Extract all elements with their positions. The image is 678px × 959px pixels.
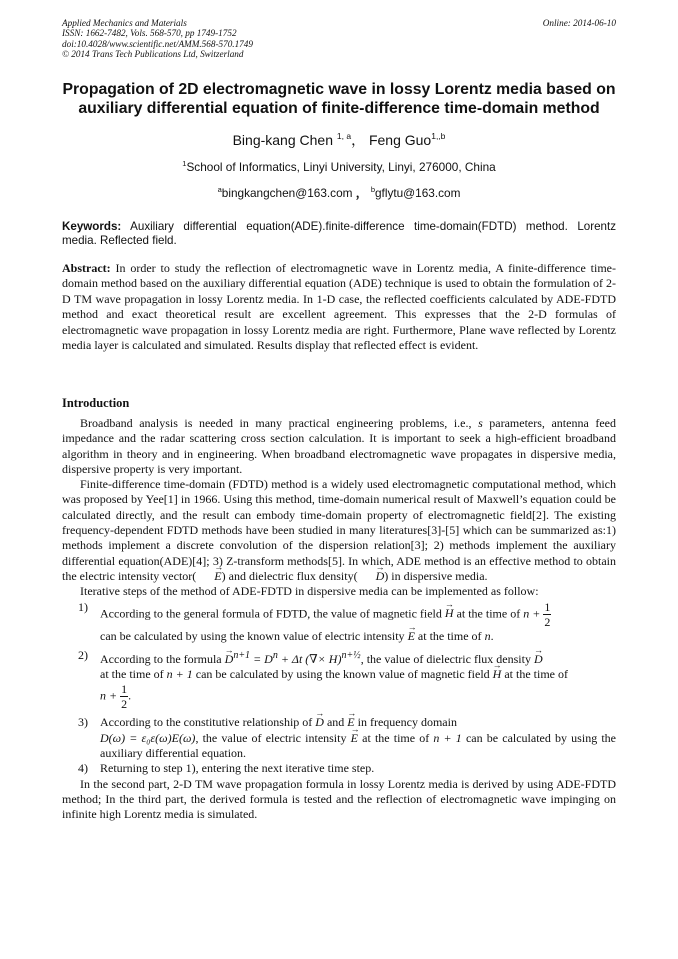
step-item — [62, 761, 616, 776]
math-symbol: n + — [100, 688, 118, 703]
step-text-part: can be calculated by using the known value of electric intensity — [100, 628, 408, 643]
step-text-part: at the time of — [414, 628, 485, 643]
vector-symbol: → E — [347, 715, 354, 730]
abstract — [62, 261, 616, 353]
step-text — [100, 600, 616, 644]
paragraph — [62, 777, 616, 823]
affiliation-superscript: 1 — [182, 159, 187, 168]
step-text-part: , the value of dielectric flux density — [360, 651, 534, 666]
step-number: 4) — [78, 761, 88, 776]
step-text — [100, 761, 616, 776]
paragraph-text: Iterative steps of the method of ADE-FDTD in dispersive media can be implemented as follow: — [80, 584, 539, 599]
vector-symbol: → D — [225, 652, 234, 667]
keywords — [62, 220, 616, 247]
step-number: 1) — [78, 599, 88, 614]
fraction-denominator: 2 — [121, 697, 128, 712]
step-item — [62, 600, 616, 644]
vector-symbol: → E — [351, 731, 358, 746]
issn-line: ISSN: 1662-7482, Vols. 568-570, pp 1749-1752 — [62, 28, 237, 39]
paragraph-text: parameters, antenna feed impedance and the radar scattering cross section calculation. It is important to seek a high-efficient broadband algorithm in theory and in engineering. When broadband electromagnetic wave propagates in dispersive media, dispersive property is very important. — [62, 416, 616, 476]
vector-symbol: → D — [534, 652, 543, 667]
math-symbol: s — [478, 416, 483, 430]
email-separator: ， — [352, 186, 371, 200]
fraction-numerator: 1 — [121, 682, 128, 697]
fraction-numerator: 1 — [544, 599, 551, 614]
abstract-label: Abstract: — [62, 261, 111, 275]
math-term: + Δt (∇× H) — [277, 651, 342, 666]
step-text-part: According to the general formula of FDTD, the value of magnetic field — [100, 605, 445, 620]
author-emails — [0, 184, 678, 201]
step-text-part: at the time of — [501, 667, 568, 682]
vector-symbol: → H — [493, 667, 502, 682]
step-text: According to the formula → $D^{n+1} = D^n + \Delta t$ (∇× H)$^{n+\frac{1}{2}}$, the value of dielectric flux density → D at the time of n + 1 can be calculated by using the known value of magnetic field → H at the time of n + $\frac{1}{2}$ . — [100, 648, 616, 712]
doi-line: doi:10.4028/www.scientific.net/AMM.568-570.1749 — [62, 38, 253, 49]
paragraph-text: In the second part, 2-D TM wave propagation formula in lossy Lorentz media is derived by using ADE-FDTD method; In the third part, the derived formula is tested and the reflection of electromagnetic wave impinging on infinite high Lorentz media is simulated. — [62, 776, 616, 822]
step-item — [62, 715, 616, 761]
math-superscript: n+½ — [341, 649, 361, 661]
paragraph — [62, 584, 616, 599]
email-a[interactable]: bingkangchen@163.com — [221, 186, 353, 200]
step-text-part: can be calculated by using the auxiliary differential equation. — [100, 730, 617, 761]
author-superscript: 1, a — [336, 131, 352, 141]
math-symbol: n + 1 — [166, 667, 193, 682]
step-text-part: can be calculated by using the known value of magnetic field — [192, 667, 493, 682]
author-separator: ， — [351, 132, 366, 148]
journal-name: Applied Mechanics and Materials — [62, 18, 187, 28]
vector-symbol: → D — [358, 569, 385, 584]
step-text-part: at the time of — [100, 667, 167, 682]
author-list — [0, 130, 678, 150]
step-number: 3) — [78, 715, 88, 730]
paper-title: Propagation of 2D electromagnetic wave in lossy Lorentz media based on auxiliary differential equation of finite-difference time-domain method — [62, 81, 616, 117]
paragraph-text: ) in dispersive media. — [384, 568, 488, 583]
online-date: Online: 2014-06-10 — [542, 18, 616, 28]
abstract-text: In order to study the reflection of electromagnetic wave in Lorentz media, A finite-difference time-domain method based on the auxiliary differential equation (ADE) technique is used to obtain the formulation of 2-D TM wave propagation in lossy Lorentz media. In 1-D case, the reflected coefficients calculated by ADE-FDTD method and exact theoretical result are excellent agreement. This expresses that the 2-D formulas of electromagnetic wave propagation in lossy Lorentz media are right. Furthermore, Plane wave reflected by Lorentz media layer is calculated and simulated. Results display that reflected effect is evident. — [62, 261, 616, 353]
step-text-part: Returning to step 1), entering the next iterative time step. — [100, 761, 375, 776]
author-superscript: 1,,b — [431, 131, 446, 141]
math-symbol: n — [484, 628, 491, 643]
paragraph-text: Broadband analysis is needed in many practical engineering problems, i.e., — [80, 416, 479, 430]
fraction-half — [120, 682, 128, 711]
fraction-half — [543, 600, 551, 629]
step-item — [62, 648, 616, 712]
section-heading: Introduction — [62, 396, 130, 410]
math-superscript: n+1 — [233, 649, 251, 661]
paragraph — [62, 477, 616, 584]
step-text-part: at the time of — [453, 605, 524, 620]
math-symbol: n + 1 — [433, 730, 462, 745]
step-text-part: at the time of — [357, 730, 434, 745]
step-number: 2) — [78, 647, 88, 662]
paragraph — [62, 416, 616, 477]
author-name: Feng Guo — [368, 132, 432, 148]
vector-symbol: → E — [408, 629, 415, 644]
math-superscript: n — [272, 649, 278, 661]
vector-symbol: → D — [315, 715, 324, 730]
vector-symbol: → H — [445, 606, 454, 621]
author-name: Bing-kang Chen — [232, 132, 333, 148]
introduction-body — [62, 416, 616, 823]
step-text-part: According to the formula — [100, 651, 225, 666]
paragraph-text: Finite-difference time-domain (FDTD) method is a widely used electromagnetic computational method, which was proposed by Yee[1] in 1966. Using this method, time-domain numerical result of Maxwell’s equation could be calculated directly, and the result can embody time-domain property of electromagnetic field[2]. The existing frequency-dependent FDTD methods have been studied in many literatures[3]-[5] which can be summarized as:1) methods implement a discrete convolution of the dispersion relation[3]; 2) methods implement the auxiliary differential equation(ADE)[4]; 3) Z-transform methods[5]. In which, ADE method is an effective method to obtain the electric intensity vector( — [62, 477, 616, 583]
fraction-denominator: 2 — [544, 614, 551, 629]
affiliation-text: School of Informatics, Linyi University, Linyi, 276000, China — [186, 160, 496, 174]
step-text — [100, 715, 616, 761]
affiliation — [0, 159, 678, 174]
journal-header — [62, 18, 616, 60]
step-text-part: . — [490, 628, 494, 643]
math-term: = D — [250, 651, 273, 666]
email-superscript: b — [370, 185, 375, 194]
copyright-line: © 2014 Trans Tech Publications Ltd, Switzerland — [62, 49, 244, 60]
step-text-part: , the value of electric intensity — [195, 730, 351, 745]
formula-dflux — [224, 649, 361, 666]
step-text-part: in frequency domain — [354, 715, 457, 730]
email-b[interactable]: gflytu@163.com — [374, 186, 461, 200]
email-superscript: a — [217, 185, 222, 194]
keywords-text: Auxiliary differential equation(ADE).finite-difference time-domain(FDTD) method. Lorentz media. Reflected field. — [62, 220, 616, 247]
vector-symbol: → E — [196, 569, 221, 584]
math-symbol: n + — [523, 605, 541, 620]
paragraph-text: ) and dielectric flux density( — [221, 568, 358, 583]
step-text-part: and — [323, 715, 348, 730]
keywords-label: Keywords: — [62, 220, 122, 233]
step-text-part: According to the constitutive relationship of — [100, 715, 316, 730]
constitutive-formula: D(ω) = ε₀ε(ω)E(ω) — [100, 730, 196, 745]
